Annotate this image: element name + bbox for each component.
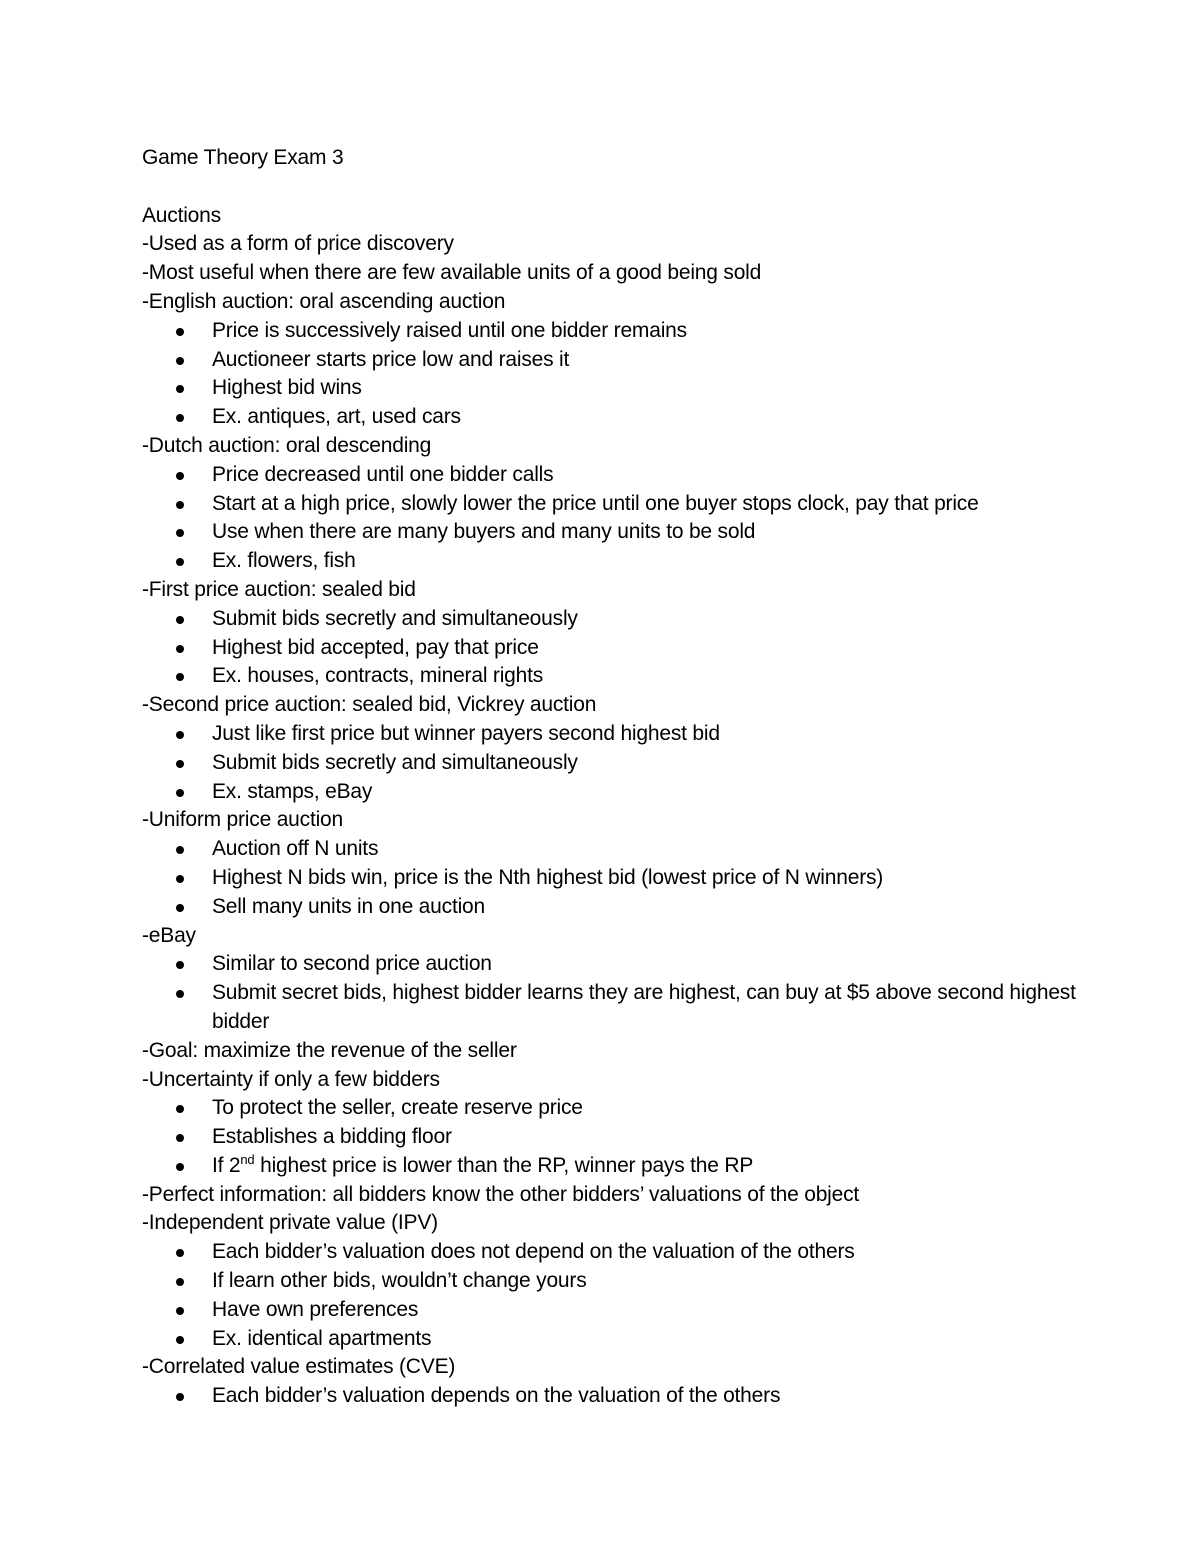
document-body (142, 202, 1142, 1411)
note-line: -Perfect information: all bidders know the other bidders’ valuations of the object (142, 1182, 860, 1206)
ordinal-superscript: nd (240, 1151, 255, 1167)
note-line: -Second price auction: sealed bid, Vickrey auction (142, 693, 597, 717)
note-line: -Used as a form of price discovery (142, 232, 454, 256)
bullet-text: Each bidder’s valuation depends on the valuation of the others (212, 1384, 781, 1408)
bullet-item (142, 317, 1142, 346)
bullet-dot-icon (176, 616, 184, 624)
bullet-dot-icon (176, 961, 184, 969)
bullet-item (142, 835, 1142, 864)
bullet-dot-icon (176, 529, 184, 537)
bullet-text: Highest N bids win, price is the Nth highest bid (lowest price of N winners) (212, 865, 884, 889)
bullet-dot-icon (176, 789, 184, 797)
bullet-item (142, 864, 1142, 893)
bullet-dot-icon (176, 501, 184, 509)
bullet-item (142, 1267, 1142, 1296)
bullet-dot-icon (176, 385, 184, 393)
bullet-text: Start at a high price, slowly lower the price until one buyer stops clock, pay that price (212, 491, 979, 515)
bullet-item (142, 1325, 1142, 1354)
bullet-dot-icon (176, 760, 184, 768)
bullet-text: Ex. stamps, eBay (212, 779, 373, 803)
bullet-text: If 2 (212, 1153, 241, 1177)
bullet-text: Ex. antiques, art, used cars (212, 405, 461, 429)
bullet-dot-icon (176, 1249, 184, 1257)
bullet-item (142, 979, 1112, 1037)
bullet-dot-icon (176, 1307, 184, 1315)
bullet-text: Have own preferences (212, 1297, 419, 1321)
bullet-text: Just like first price but winner payers second highest bid (212, 721, 720, 745)
bullet-dot-icon (176, 875, 184, 883)
note-line: -Goal: maximize the revenue of the seller (142, 1038, 517, 1062)
bullet-text: Each bidder’s valuation does not depend on the valuation of the others (212, 1240, 855, 1264)
bullet-text: Highest bid wins (212, 376, 362, 400)
document-page (142, 144, 1142, 1411)
note-line: -Dutch auction: oral descending (142, 433, 432, 457)
bullet-text: Auctioneer starts price low and raises it (212, 347, 570, 371)
bullet-text: Submit secret bids, highest bidder learns they are highest, can buy at $5 above second highest bidder (212, 981, 1076, 1033)
bullet-text: Auction off N units (212, 837, 379, 861)
bullet-item (142, 403, 1142, 432)
note-line: -First price auction: sealed bid (142, 577, 416, 601)
bullet-item (142, 749, 1142, 778)
bullet-text: Establishes a bidding floor (212, 1125, 452, 1149)
bullet-text: Submit bids secretly and simultaneously (212, 606, 578, 630)
bullet-text: Sell many units in one auction (212, 894, 485, 918)
note-line: -Most useful when there are few available units of a good being sold (142, 261, 762, 285)
bullet-text: Similar to second price auction (212, 952, 492, 976)
bullet-item (142, 662, 1142, 691)
bullet-dot-icon (176, 990, 184, 998)
bullet-dot-icon (176, 558, 184, 566)
bullet-item (142, 1296, 1142, 1325)
note-line: -Independent private value (IPV) (142, 1211, 438, 1235)
bullet-item (142, 720, 1142, 749)
bullet-item (142, 461, 1142, 490)
bullet-text: To protect the seller, create reserve price (212, 1096, 583, 1120)
bullet-item (142, 950, 1142, 979)
bullet-item (142, 1152, 1142, 1181)
bullet-text: Highest bid accepted, pay that price (212, 635, 539, 659)
bullet-text: Ex. flowers, fish (212, 549, 356, 573)
bullet-text: highest price is lower than the RP, winner pays the RP (254, 1153, 754, 1177)
section-heading: Auctions (142, 203, 221, 227)
bullet-item (142, 518, 1142, 547)
bullet-dot-icon (176, 1393, 184, 1401)
bullet-item (142, 547, 1142, 576)
bullet-item (142, 1123, 1142, 1152)
bullet-text: Use when there are many buyers and many units to be sold (212, 520, 756, 544)
bullet-dot-icon (176, 328, 184, 336)
bullet-dot-icon (176, 414, 184, 422)
bullet-item (142, 1094, 1142, 1123)
note-line: -English auction: oral ascending auction (142, 289, 506, 313)
bullet-dot-icon (176, 1163, 184, 1171)
bullet-text: Price is successively raised until one bidder remains (212, 318, 687, 342)
note-line: -Uniform price auction (142, 808, 344, 832)
bullet-dot-icon (176, 1336, 184, 1344)
bullet-dot-icon (176, 904, 184, 912)
bullet-item (142, 605, 1142, 634)
note-line: -eBay (142, 923, 196, 947)
bullet-dot-icon (176, 1134, 184, 1142)
bullet-item (142, 346, 1142, 375)
bullet-text: Price decreased until one bidder calls (212, 462, 554, 486)
bullet-text: If learn other bids, wouldn’t change yours (212, 1269, 587, 1293)
bullet-item (142, 893, 1142, 922)
note-line: -Uncertainty if only a few bidders (142, 1067, 440, 1091)
bullet-dot-icon (176, 645, 184, 653)
bullet-item (142, 374, 1142, 403)
bullet-dot-icon (176, 673, 184, 681)
bullet-dot-icon (176, 846, 184, 854)
bullet-item (142, 778, 1142, 807)
bullet-dot-icon (176, 1105, 184, 1113)
bullet-dot-icon (176, 1278, 184, 1286)
bullet-item (142, 1238, 1142, 1267)
bullet-dot-icon (176, 472, 184, 480)
bullet-item (142, 1382, 1142, 1411)
bullet-item (142, 490, 1142, 519)
bullet-text: Ex. identical apartments (212, 1326, 432, 1350)
bullet-text: Submit bids secretly and simultaneously (212, 750, 578, 774)
note-line: -Correlated value estimates (CVE) (142, 1355, 456, 1379)
bullet-dot-icon (176, 731, 184, 739)
bullet-item (142, 634, 1142, 663)
bullet-text: Ex. houses, contracts, mineral rights (212, 664, 544, 688)
document-title: Game Theory Exam 3 (142, 146, 344, 169)
bullet-dot-icon (176, 357, 184, 365)
